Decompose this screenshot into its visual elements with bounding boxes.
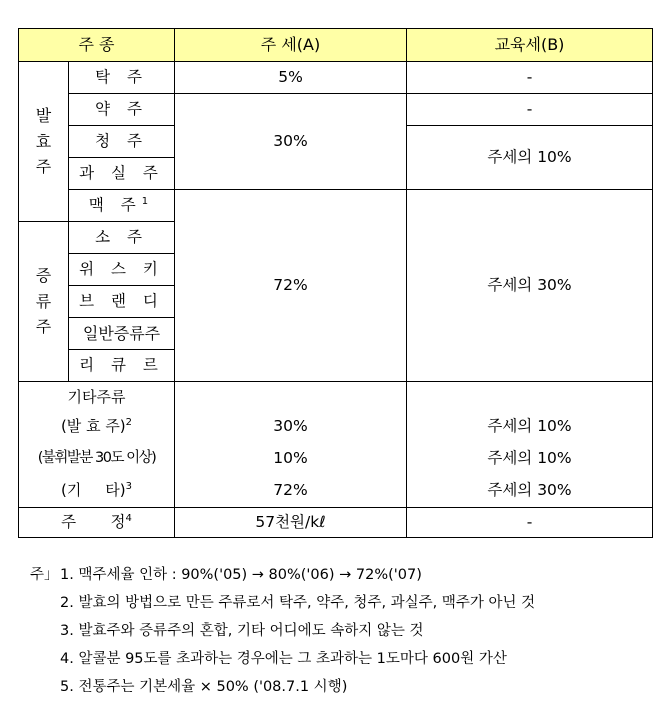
table-row <box>19 190 653 222</box>
table-row <box>19 382 653 508</box>
footnote-ref: 4 <box>125 512 132 524</box>
footnote-ref: 2 <box>125 416 133 428</box>
header-liquor-tax: 주 세(A) <box>175 29 407 62</box>
footnote-ref: 3 <box>125 480 132 492</box>
kind-cheongju: 청 주 <box>69 126 175 158</box>
liquor-tax-table <box>18 28 653 538</box>
kind-brandy: 브 랜 디 <box>69 286 175 318</box>
edu-distilled: 주세의 30% <box>407 190 653 382</box>
footnote-item: 주」1. 맥주세율 인하 : 90%('05) → 80%('06) → 72%('07) <box>30 561 660 589</box>
category-fermented: 발 효 주 <box>19 62 69 222</box>
header-row <box>19 29 653 62</box>
kind-general-distilled: 일반증류주 <box>69 318 175 350</box>
kind-alcohol: 주 정$^4$ <box>19 508 175 538</box>
rate-distilled: 72% <box>175 190 407 382</box>
edu-other: 주세의 10% 주세의 10% 주세의 30% <box>407 382 653 508</box>
edu-alcohol: - <box>407 508 653 538</box>
kind-whisky: 위 스 키 <box>69 254 175 286</box>
rate-fermented-group: 30% <box>175 94 407 190</box>
rate-takju: 5% <box>175 62 407 94</box>
kind-takju: 탁 주 <box>69 62 175 94</box>
edu-fermented-group: 주세의 10% <box>407 126 653 190</box>
kind-soju: 소 주 <box>69 222 175 254</box>
edu-yakju: - <box>407 94 653 126</box>
header-kind: 주 종 <box>19 29 175 62</box>
footnote-item: 2. 발효의 방법으로 만든 주류로서 탁주, 약주, 청주, 과실주, 맥주가 아닌 것 <box>60 595 536 611</box>
kind-beer: 맥 주$^1$ <box>69 190 175 222</box>
footnote-prefix: 주」 <box>30 567 59 583</box>
kind-fruit-wine: 과 실 주 <box>69 158 175 190</box>
footnote-item: 4. 알콜분 95도를 초과하는 경우에는 그 초과하는 1도마다 600원 가산 <box>60 651 507 667</box>
footnote-ref: 1 <box>141 195 155 207</box>
header-edu-tax: 교육세(B) <box>407 29 653 62</box>
footnote-item: 5. 전통주는 기본세율 × 50% ('08.7.1 시행) <box>60 679 348 695</box>
edu-takju: - <box>407 62 653 94</box>
footnote-item: 3. 발효주와 증류주의 혼합, 기타 어디에도 속하지 않는 것 <box>60 623 424 639</box>
rate-alcohol: 57천원/kℓ <box>175 508 407 538</box>
footnotes <box>30 561 660 701</box>
category-distilled: 증 류 주 <box>19 222 69 382</box>
kind-other: 기타주류 (발 효 주)$^2$ (불휘발분 30도 이상) (기 타)$^3$ <box>19 382 175 508</box>
table-row <box>19 508 653 538</box>
kind-yakju: 약 주 <box>69 94 175 126</box>
kind-liqueur: 리 큐 르 <box>69 350 175 382</box>
table-row <box>19 62 653 94</box>
table-row <box>19 94 653 126</box>
other-title: 기타주류 <box>67 387 126 406</box>
rate-other: 30% 10% 72% <box>175 382 407 508</box>
